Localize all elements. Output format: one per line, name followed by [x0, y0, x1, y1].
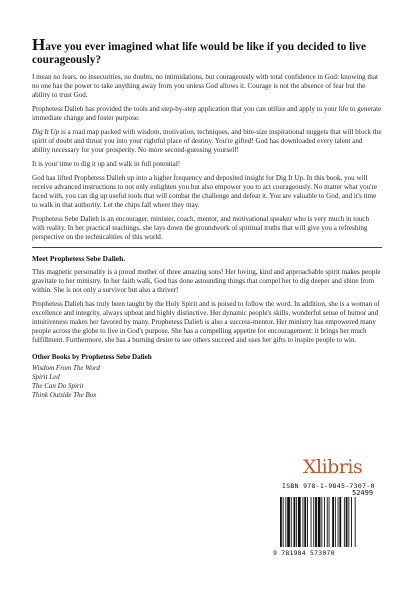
section-divider — [32, 247, 382, 248]
dig-it-up-text: is a road map packed with wisdom, motivation, techniques, and bite-size inspirational nuggets that will block the spirit of doubt and thrust you into your rightful place of destiny. You're gifted! God has downloaded every talent and ability necessary for your prosperity. No more second-guessing yourself! — [32, 128, 382, 154]
headline-dropcap: H — [32, 35, 46, 54]
author-paragraph-1: This magnetic personality is a proud mother of three amazing sons! Her loving, kind and approachable spirit makes people gravitate to her ministry. In her faith walk, God has done astounding things that compel her to dig deeper and shine from within. She is not only a survivor but also a thriver! — [32, 268, 381, 294]
intro-paragraph-4: God has lifted Prophetess Dalieh up into a higher frequency and deposited insight for Dig It Up. In this book, you will receive advanced instructions to not only enlighten you but also empower you to act courageously. No matter what you're faced with, you can dig up useful tools that will combat the challenge and defeat it. You are valuable to God, and it's time to walk in that authority. Let the chips fall where they may. — [32, 174, 377, 209]
barcode-icon — [280, 497, 378, 547]
intro-paragraph-2: Prophetess Dalieh has provided the tools and step-by-step application that you can utilize and apply to your life to generate immediate change and foster purpose. — [32, 105, 382, 122]
intro-paragraph-5: Prophetess Sebe Dalieh is an encourager, minister, coach, mentor, and motivational speaker who is very much in touch with reality. In her practical teachings, she lays down the groundwork of spiritual truths that will give you a refreshing perspective on the technicalities of this world. — [32, 215, 369, 241]
book-title: Think Outside The Box — [32, 391, 97, 399]
book-title: Wisdom From The Word — [32, 364, 100, 372]
book-title: The Can Do Spirit — [32, 382, 84, 390]
book-title-inline: Dig It Up — [32, 128, 60, 136]
intro-paragraph-3: It is your time to dig it up and walk in full potential! — [32, 160, 181, 168]
headline-text: ave you ever imagined what life would be like if you decided to live courageously? — [32, 41, 367, 66]
dig-it-up-paragraph — [32, 128, 382, 155]
author-heading: Meet Prophetess Sebe Dalieh. — [32, 254, 126, 263]
other-books-heading: Other Books by Prophetess Sebe Dalieh — [32, 353, 152, 361]
book-title: Spirit Led — [32, 373, 60, 381]
author-paragraph-2: Prophetess Dalieh has truly been taught by the Holy Spirit and is poised to follow the word. In addition, she is a woman of excellence and integrity, always upbeat and highly distinctive. Her dynamic people's skills, wonderful sense of humor and intuitiveness makes her favored by many. Prophetess Dalieh is also a success-mentor. Her ministry has empowered many people across the globe to live in God's purpose. She has a compelling appetite for encouragement: it brings her much fulfillment. Furthermore, she has a burning desire to see others succeed and uses her gifts to inspire people to win. — [32, 300, 380, 344]
price-code: 52499 — [352, 489, 374, 497]
headline — [32, 35, 382, 67]
publisher-logo: Xlibris — [303, 456, 363, 478]
other-books-list — [32, 364, 382, 400]
back-cover-text — [32, 35, 382, 400]
isbn-label: ISBN 978-1-9845-7307-0 — [282, 482, 375, 490]
intro-paragraph-1: I mean no fears, no insecurities, no doubts, no intimidations, but courageously with total confidence in God: knowing that no one has the power to take anything away from you unless God allows it. Courage is not the absence of fear but the ability to trust God. — [32, 73, 378, 99]
barcode-digits: 9 781984 573070 — [273, 549, 335, 557]
